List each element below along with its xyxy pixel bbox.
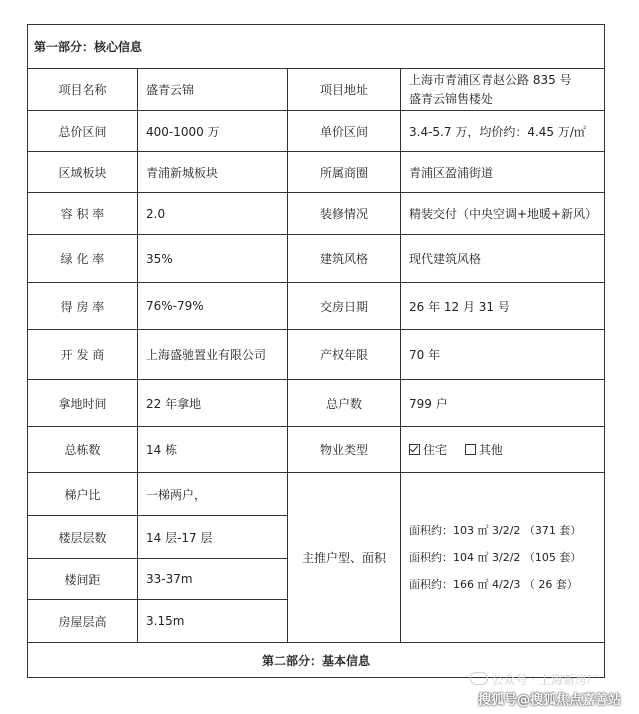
info-sheet (27, 24, 604, 686)
efficiency-ratio-label: 得 房 率 (28, 283, 138, 330)
property-type-option-other (465, 443, 503, 457)
table-row (28, 283, 605, 330)
section-2-title: 第二部分：基本信息 (28, 643, 605, 678)
land-time-value: 22 年拿地 (138, 380, 288, 427)
unit-item: 面积约：166 ㎡ 4/2/3 （ 26 套） (409, 578, 578, 591)
ladder-ratio-value: 一梯两户， (138, 473, 288, 516)
delivery-date-label: 交房日期 (288, 283, 401, 330)
table-row (28, 193, 605, 235)
floors-value: 14 层-17 层 (138, 516, 288, 559)
total-households-label: 总户数 (288, 380, 401, 427)
unchecked-checkbox-icon (465, 444, 476, 455)
project-name-label: 项目名称 (28, 69, 138, 111)
table-row (28, 69, 605, 111)
option-label: 其他 (478, 443, 503, 457)
table-row (28, 152, 605, 193)
district-value: 青浦新城板块 (138, 152, 288, 193)
floor-height-label: 房屋层高 (28, 600, 138, 643)
main-unit-label: 主推户型、面积 (288, 473, 401, 643)
unit-item: 面积约：104 ㎡ 3/2/2 （105 套） (409, 551, 582, 564)
total-buildings-label: 总栋数 (28, 427, 138, 473)
table-row (28, 235, 605, 283)
table-row (28, 427, 605, 473)
section-1-title: 第一部分：核心信息 (28, 25, 605, 69)
project-address-label: 项目地址 (288, 69, 401, 111)
property-type-value (401, 427, 605, 473)
property-type-label: 物业类型 (288, 427, 401, 473)
green-ratio-value: 35% (138, 235, 288, 283)
option-label: 住宅 (423, 443, 448, 457)
checked-checkbox-icon (409, 444, 420, 455)
efficiency-ratio-value: 76%-79% (138, 283, 288, 330)
faint-watermark (470, 671, 599, 688)
building-spacing-label: 楼间距 (28, 559, 138, 600)
land-time-label: 拿地时间 (28, 380, 138, 427)
total-households-value: 799 户 (401, 380, 605, 427)
architecture-style-value: 现代建筑风格 (401, 235, 605, 283)
property-type-option-residential (409, 443, 451, 457)
ladder-ratio-label: 梯户比 (28, 473, 138, 516)
table-row (28, 111, 605, 152)
section-1-header-row (28, 25, 605, 69)
property-rights-label: 产权年限 (288, 330, 401, 380)
total-price-value: 400-1000 万 (138, 111, 288, 152)
project-address-value (401, 69, 605, 111)
project-name-value: 盛青云锦 (138, 69, 288, 111)
table-row (28, 380, 605, 427)
unit-price-value: 3.4-5.7 万，均价约：4.45 万/㎡ (401, 111, 605, 152)
floors-label: 楼层层数 (28, 516, 138, 559)
building-spacing-value: 33-37m (138, 559, 288, 600)
table-row (28, 330, 605, 380)
developer-label: 开 发 商 (28, 330, 138, 380)
property-info-table (27, 24, 605, 678)
district-label: 区域板块 (28, 152, 138, 193)
developer-value: 上海盛驰置业有限公司 (138, 330, 288, 380)
project-address-line-2: 盛青云锦售楼处 (409, 91, 494, 106)
faint-watermark-text: 公众号 · 上海新房厂 (491, 673, 599, 687)
business-area-label: 所属商圈 (288, 152, 401, 193)
main-unit-list (401, 473, 605, 643)
wechat-icon (470, 672, 488, 685)
property-rights-value: 70 年 (401, 330, 605, 380)
table-row (28, 473, 605, 516)
total-buildings-value: 14 栋 (138, 427, 288, 473)
delivery-date-value: 26 年 12 月 31 号 (401, 283, 605, 330)
decoration-label: 装修情况 (288, 193, 401, 235)
total-price-label: 总价区间 (28, 111, 138, 152)
unit-item: 面积约：103 ㎡ 3/2/2 （371 套） (409, 524, 582, 537)
plot-ratio-label: 容 积 率 (28, 193, 138, 235)
green-ratio-label: 绿 化 率 (28, 235, 138, 283)
plot-ratio-value: 2.0 (138, 193, 288, 235)
floor-height-value: 3.15m (138, 600, 288, 643)
unit-price-label: 单价区间 (288, 111, 401, 152)
decoration-value: 精装交付（中央空调+地暖+新风） (401, 193, 605, 235)
architecture-style-label: 建筑风格 (288, 235, 401, 283)
watermark: 搜狐号@搜狐焦点嘉善站 (477, 693, 621, 708)
project-address-line-1: 上海市青浦区青赵公路 835 号 (409, 72, 572, 87)
business-area-value: 青浦区盈浦街道 (401, 152, 605, 193)
